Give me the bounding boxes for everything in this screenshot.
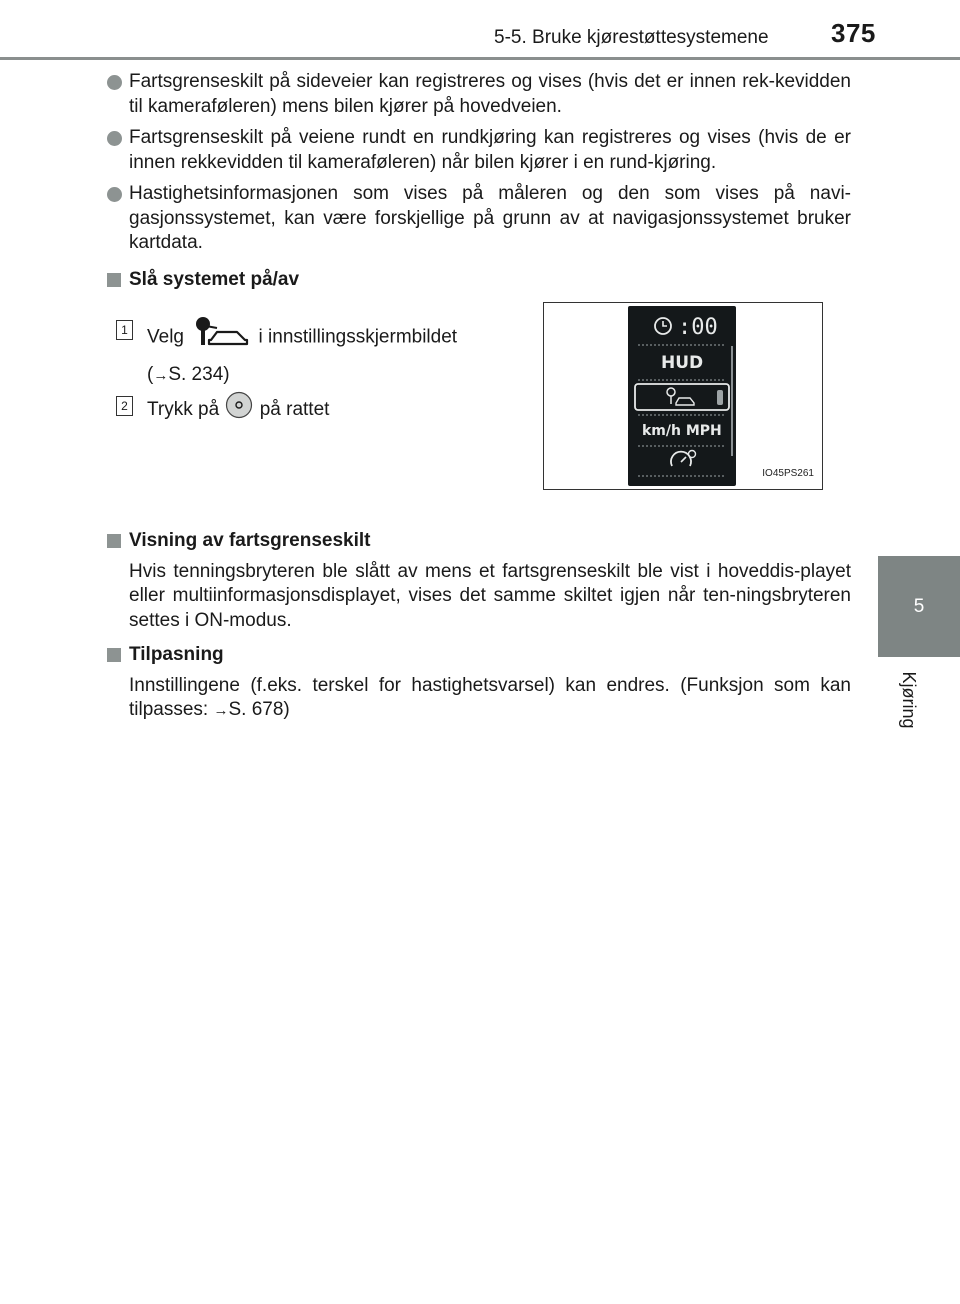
arrow-icon: → [213, 702, 229, 719]
step-number-1: 1 [116, 320, 133, 340]
step-1: Velg i innstillingsskjermbildet (→S. 234) [147, 316, 507, 392]
heading-custom [107, 643, 851, 668]
chapter-number: 5 [913, 595, 925, 617]
step-number-2: 2 [116, 396, 133, 416]
screen-clock: :00 [678, 315, 718, 340]
bullet-dot-icon [107, 187, 122, 202]
heading-square-icon [107, 273, 121, 287]
screen-units: km/h MPH [642, 423, 722, 439]
bullet-text: Fartsgrenseskilt på sideveier kan registreres og vises (hvis det er innen rek-kevidden til kameraføleren) mens bilen kjører på hovedveien. [129, 71, 851, 117]
bullet-item [107, 182, 851, 256]
page-ref-234[interactable]: S. 234) [168, 364, 230, 385]
chapter-tab [878, 556, 960, 657]
bullet-dot-icon [107, 75, 122, 90]
chapter-label: Kjøring [899, 671, 919, 729]
heading-text: Visning av fartsgrenseskilt [129, 530, 371, 551]
heading-display [107, 529, 851, 554]
bullet-item [107, 126, 851, 175]
heading-square-icon [107, 648, 121, 662]
heading-text: Slå systemet på/av [129, 268, 300, 290]
heading-on-off [107, 268, 851, 293]
speed-sign-car-icon [189, 316, 253, 359]
page-number: 375 [831, 18, 876, 48]
step-2: Trykk på på rattet [147, 390, 329, 430]
display-paragraph: Hvis tenningsbryteren ble slått av mens et fartsgrenseskilt ble vist i hoveddis-playet eller multiinformasjonsdisplayet, vises det samme skiltet igjen når ten-ningsbryteren settes i ON-modus. [129, 560, 851, 631]
screen-hud: HUD [661, 353, 704, 373]
custom-paragraph: Innstillingene (f.eks. terskel for hastighetsvarsel) kan endres. (Funksjon som kan tilpasses: →S. 678) [107, 674, 851, 724]
header-rule [0, 57, 960, 60]
bullet-text: Fartsgrenseskilt på veiene rundt en rundkjøring kan registreres og vises (hvis de er innen rekkevidden til kameraføleren) når bilen kjører i en rund-kjøring. [129, 127, 851, 173]
bullet-item [107, 70, 851, 119]
page-ref-678[interactable]: S. 678) [228, 699, 290, 720]
figure-code: IO45PS261 [762, 467, 814, 479]
bullet-text: Hastighetsinformasjonen som vises på måleren og den som vises på navi-gasjonssystemet, kan være forskjellige på grunn av at navigasjonssystemet bruker kartdata. [129, 183, 851, 253]
display-screen [628, 306, 736, 486]
arrow-icon: → [153, 367, 169, 384]
bullet-dot-icon [107, 131, 122, 146]
steps-area [107, 304, 851, 529]
heading-square-icon [107, 534, 121, 548]
figure-display [543, 302, 823, 490]
page-content [107, 70, 851, 734]
screen-scrollbar [731, 346, 733, 456]
header-section-title: 5-5. Bruke kjørestøttesystemene [494, 27, 769, 48]
heading-text: Tilpasning [129, 644, 224, 665]
steering-button-icon [224, 390, 254, 430]
